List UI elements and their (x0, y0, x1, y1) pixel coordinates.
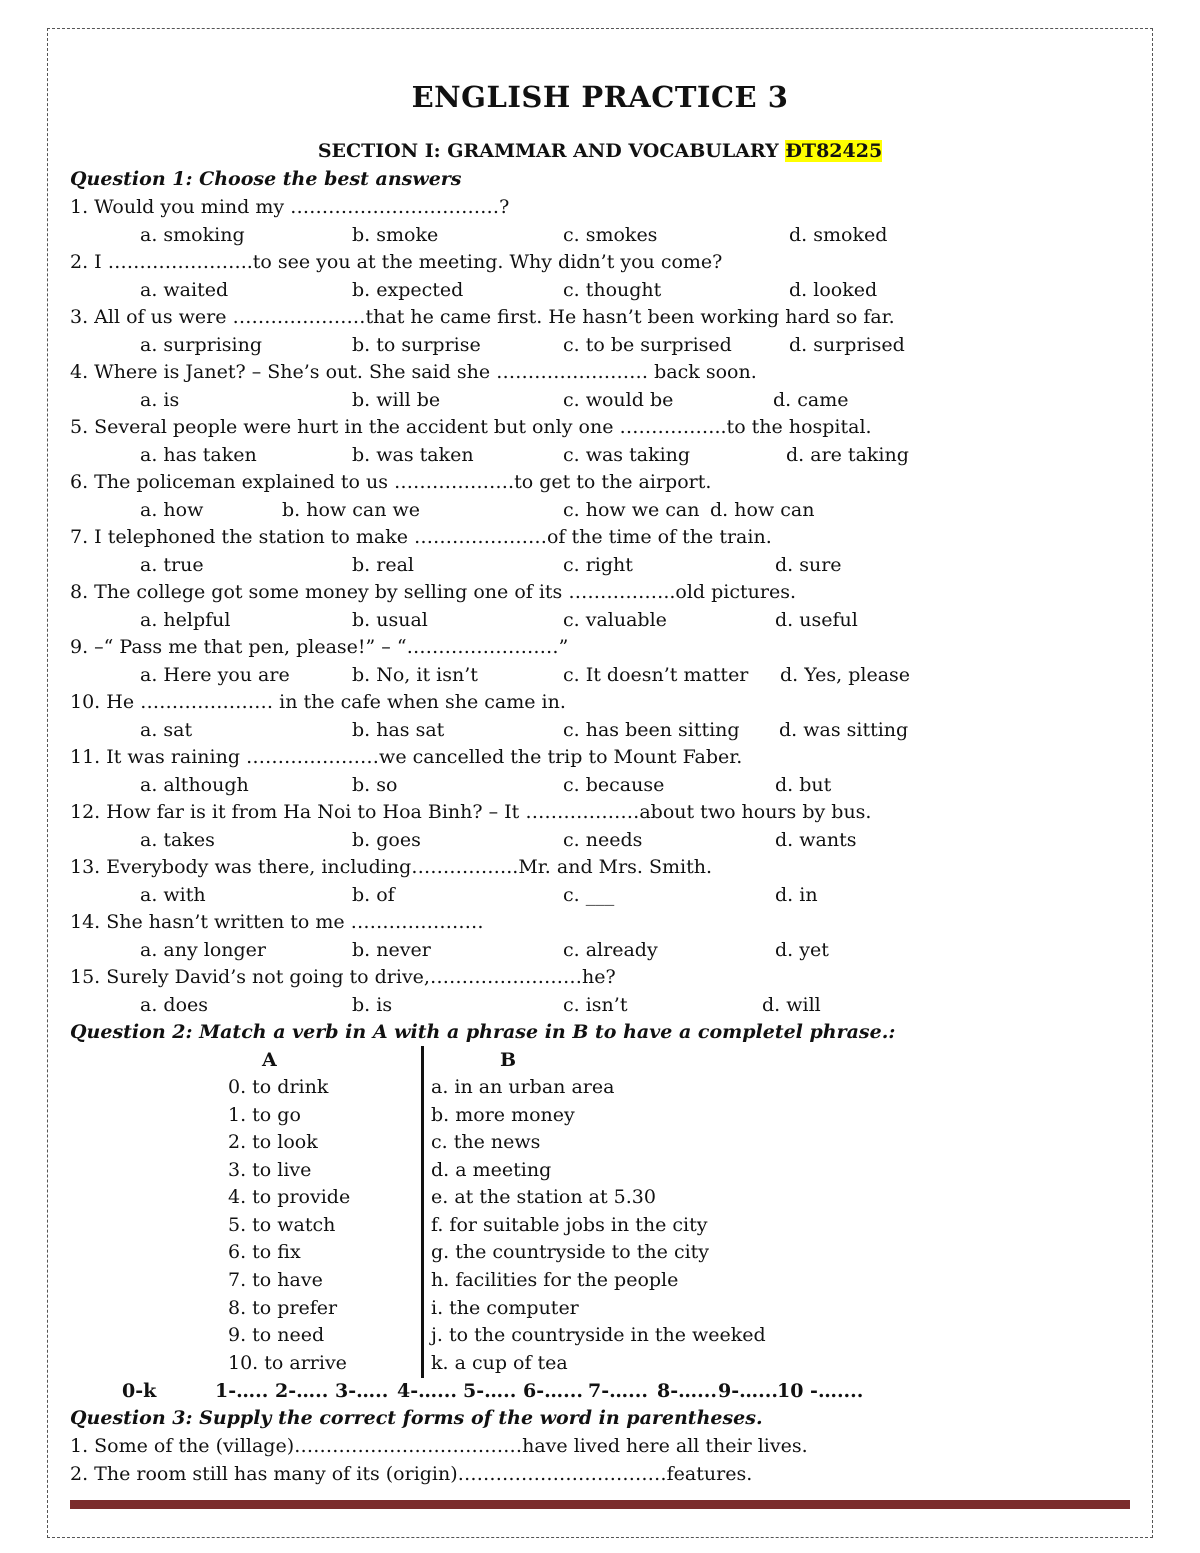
option-a: a. true (140, 554, 204, 576)
option-c: c. isn’t (563, 994, 628, 1016)
option-b: b. never (352, 939, 431, 961)
option-a: a. smoking (140, 224, 245, 246)
match-answer: 8-…... (657, 1380, 717, 1402)
option-c: c. already (563, 939, 658, 961)
option-d: d. sure (775, 554, 842, 576)
option-a: a. Here you are (140, 664, 290, 686)
match-answer: 5-….. (463, 1380, 517, 1402)
question-stem: 1. Would you mind my ……………………………? (70, 196, 510, 218)
option-c: c. right (563, 554, 633, 576)
document-code: ĐT82425 (785, 140, 883, 162)
match-a-item: 7. to have (228, 1269, 323, 1291)
match-b-item: j. to the countryside in the weeked (431, 1324, 766, 1346)
question-stem: 7. I telephoned the station to make …………………of the time of the train. (70, 526, 772, 548)
option-b: b. will be (352, 389, 441, 411)
question-stem: 13. Everybody was there, including……………..Mr. and Mrs. Smith. (70, 856, 713, 878)
option-a: a. surprising (140, 334, 263, 356)
option-a: a. with (140, 884, 206, 906)
match-a-item: 6. to fix (228, 1241, 301, 1263)
option-d: d. in (775, 884, 818, 906)
page-title: ENGLISH PRACTICE 3 (411, 80, 789, 114)
match-b-item: c. the news (431, 1131, 541, 1153)
match-a-item: 8. to prefer (228, 1297, 338, 1319)
option-d: d. will (762, 994, 821, 1016)
match-answer: 3-….. (335, 1380, 389, 1402)
option-d: d. yet (775, 939, 829, 961)
match-b-item: d. a meeting (431, 1159, 552, 1181)
match-b-item: h. facilities for the people (431, 1269, 679, 1291)
option-b: b. real (352, 554, 414, 576)
option-a: a. has taken (140, 444, 257, 466)
option-d: d. was sitting (779, 719, 909, 741)
question-stem: 12. How far is it from Ha Noi to Hoa Binh? – It ………………about two hours by bus. (70, 801, 872, 823)
question-stem: 4. Where is Janet? – She’s out. She said she …………………… back soon. (70, 361, 757, 383)
option-c: c. how we can (563, 499, 700, 521)
question-stem: 2. I …………………..to see you at the meeting. Why didn’t you come? (70, 251, 723, 273)
match-answer: 2-….. (275, 1380, 329, 1402)
option-c: c. It doesn’t matter (563, 664, 749, 686)
option-b: b. so (352, 774, 398, 796)
option-d: d. looked (789, 279, 878, 301)
option-c: c. ___ (563, 884, 615, 906)
option-b: b. usual (352, 609, 428, 631)
question-stem: 11. It was raining …………………we cancelled the trip to Mount Faber. (70, 746, 743, 768)
question-stem: 15. Surely David’s not going to drive,……………………he? (70, 966, 616, 988)
option-b: b. has sat (352, 719, 445, 741)
match-a-item: 5. to watch (228, 1214, 336, 1236)
option-d: d. how can (710, 499, 815, 521)
question-stem: 6. The policeman explained to us ……………….to get to the airport. (70, 471, 712, 493)
question-3-item: 1. Some of the (village)………………………………have lived here all their lives. (70, 1435, 808, 1457)
option-c: c. smokes (563, 224, 658, 246)
option-c: c. to be surprised (563, 334, 732, 356)
match-answer: 0-k (122, 1380, 157, 1402)
option-b: b. smoke (352, 224, 439, 246)
match-b-item: a. in an urban area (431, 1076, 615, 1098)
option-d: d. surprised (789, 334, 905, 356)
option-a: a. any longer (140, 939, 266, 961)
column-divider (421, 1046, 424, 1378)
option-c: c. was taking (563, 444, 691, 466)
option-c: c. has been sitting (563, 719, 740, 741)
option-c: c. thought (563, 279, 662, 301)
option-b: b. how can we (282, 499, 420, 521)
option-a: a. how (140, 499, 204, 521)
match-b-item: b. more money (431, 1104, 575, 1126)
option-b: b. goes (352, 829, 421, 851)
option-d: d. came (773, 389, 849, 411)
option-b: b. is (352, 994, 393, 1016)
option-c: c. would be (563, 389, 674, 411)
match-answer: 4-…... (397, 1380, 457, 1402)
match-answer: 7-…... (588, 1380, 648, 1402)
question-2-heading: Question 2: Match a verb in A with a phrase in B to have a completel phrase.: (70, 1021, 896, 1043)
match-answer: 10 -….... (777, 1380, 864, 1402)
question-stem: 5. Several people were hurt in the accident but only one ……………..to the hospital. (70, 416, 872, 438)
option-b: b. to surprise (352, 334, 481, 356)
question-stem: 14. She hasn’t written to me ………………… (70, 911, 484, 933)
match-a-item: 10. to arrive (228, 1352, 347, 1374)
option-d: d. but (775, 774, 832, 796)
footer-rule (70, 1500, 1130, 1509)
match-b-item: e. at the station at 5.30 (431, 1186, 656, 1208)
match-answer: 9-…... (718, 1380, 778, 1402)
section-label: SECTION I: GRAMMAR AND VOCABULARY (317, 140, 779, 162)
match-answer: 1-….. (215, 1380, 269, 1402)
question-stem: 8. The college got some money by selling one of its ……………..old pictures. (70, 581, 796, 603)
match-b-item: i. the computer (431, 1297, 579, 1319)
option-b: b. expected (352, 279, 464, 301)
option-a: a. takes (140, 829, 215, 851)
match-b-item: g. the countryside to the city (431, 1241, 710, 1263)
question-stem: 3. All of us were …………………that he came first. He hasn’t been working hard so far. (70, 306, 895, 328)
option-a: a. is (140, 389, 180, 411)
option-c: c. because (563, 774, 665, 796)
option-d: d. Yes, please (780, 664, 911, 686)
option-b: b. was taken (352, 444, 474, 466)
option-c: c. valuable (563, 609, 667, 631)
option-d: d. useful (775, 609, 858, 631)
question-3-heading: Question 3: Supply the correct forms of the word in parentheses. (70, 1407, 763, 1429)
column-a-title: A (262, 1049, 277, 1071)
option-d: d. wants (775, 829, 857, 851)
option-a: a. although (140, 774, 249, 796)
match-b-item: f. for suitable jobs in the city (431, 1214, 708, 1236)
option-a: a. does (140, 994, 209, 1016)
section-title (0, 140, 1200, 162)
match-a-item: 9. to need (228, 1324, 325, 1346)
match-a-item: 3. to live (228, 1159, 312, 1181)
option-d: d. smoked (789, 224, 888, 246)
match-a-item: 4. to provide (228, 1186, 351, 1208)
option-a: a. helpful (140, 609, 231, 631)
option-c: c. needs (563, 829, 643, 851)
option-b: b. No, it isn’t (352, 664, 478, 686)
question-1-heading: Question 1: Choose the best answers (70, 168, 462, 190)
match-a-item: 2. to look (228, 1131, 318, 1153)
match-b-item: k. a cup of tea (431, 1352, 568, 1374)
match-answer: 6-…... (523, 1380, 583, 1402)
option-b: b. of (352, 884, 395, 906)
column-b-title: B (500, 1049, 517, 1071)
option-a: a. waited (140, 279, 229, 301)
question-stem: 10. He ………………… in the cafe when she came in. (70, 691, 566, 713)
question-stem: 9. –“ Pass me that pen, please!” – “……………………” (70, 636, 569, 658)
match-a-item: 0. to drink (228, 1076, 329, 1098)
option-d: d. are taking (786, 444, 909, 466)
question-3-item: 2. The room still has many of its (origin)……………………………features. (70, 1463, 753, 1485)
option-a: a. sat (140, 719, 193, 741)
match-a-item: 1. to go (228, 1104, 301, 1126)
